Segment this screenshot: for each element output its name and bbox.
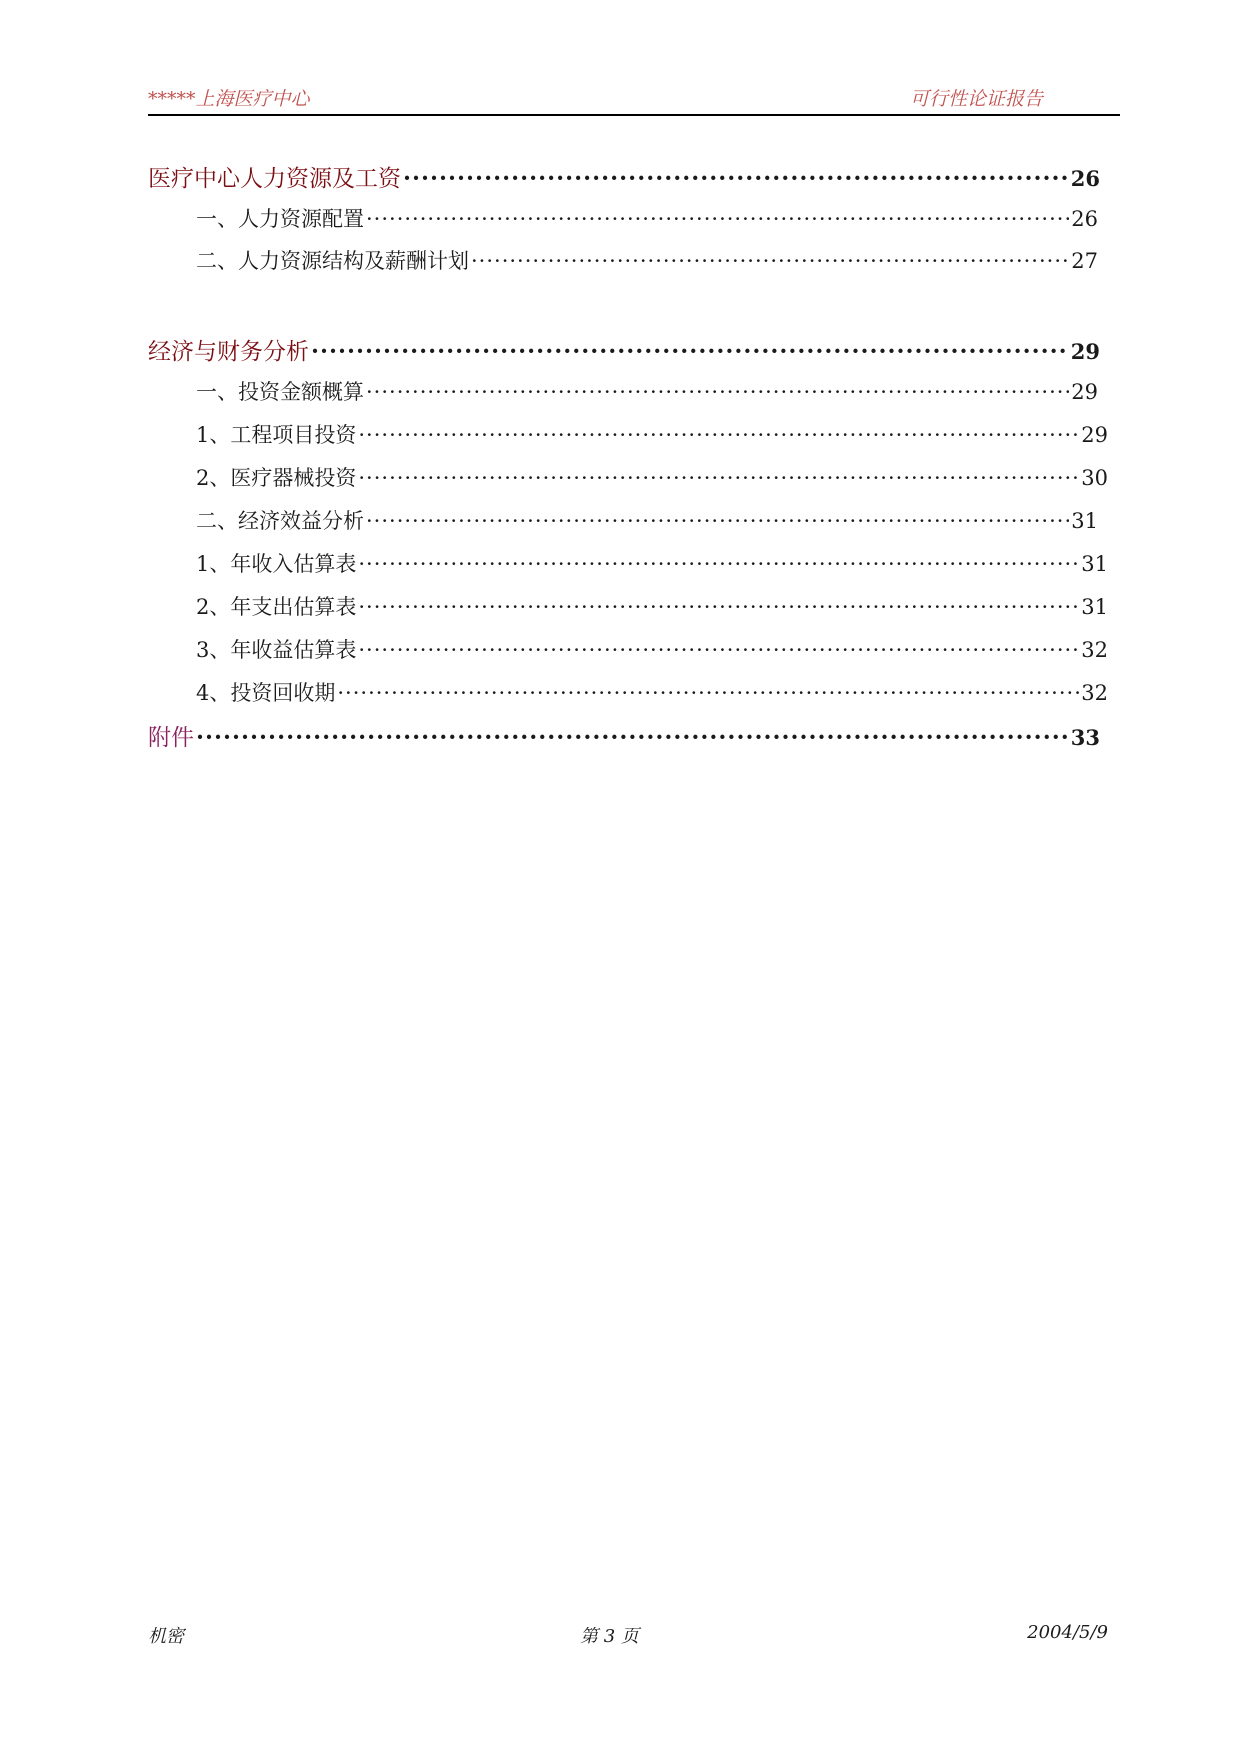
dot-leader xyxy=(196,724,1069,751)
toc-entry-page: 30 xyxy=(1081,466,1108,490)
toc-entry-title: 1、工程项目投资 xyxy=(196,423,357,447)
toc-entry-page: 29 xyxy=(1081,423,1108,447)
toc-entry-title: 附件 xyxy=(148,725,194,751)
dot-leader xyxy=(403,165,1069,192)
toc-entry[interactable] xyxy=(196,376,1098,406)
toc-entry[interactable] xyxy=(196,634,1108,664)
dot-leader xyxy=(358,595,1079,619)
page-footer xyxy=(148,1622,1108,1648)
toc-entry-section[interactable] xyxy=(148,719,1100,752)
toc-entry[interactable] xyxy=(196,505,1098,535)
dot-leader xyxy=(358,466,1079,490)
dot-leader xyxy=(358,423,1079,447)
header-report-title: 可行性论证报告 xyxy=(910,88,1044,110)
toc-entry-page: 29 xyxy=(1070,339,1100,364)
dot-leader xyxy=(471,249,1069,273)
toc-entry-page: 32 xyxy=(1081,681,1108,705)
toc-entry-title: 经济与财务分析 xyxy=(148,339,309,365)
toc-entry-title: 2、医疗器械投资 xyxy=(196,466,357,490)
toc-entry-page: 27 xyxy=(1071,249,1098,273)
dot-leader xyxy=(337,681,1079,705)
footer-date: 2004/5/9 xyxy=(1027,1622,1108,1643)
footer-page-number: 第 3 页 xyxy=(580,1626,639,1647)
header-organization: *****上海医疗中心 xyxy=(148,88,310,110)
toc-entry-title: 二、人力资源结构及薪酬计划 xyxy=(196,249,469,273)
toc-entry-page: 33 xyxy=(1070,725,1100,750)
toc-entry-title: 1、年收入估算表 xyxy=(196,552,357,576)
toc-entry-page: 32 xyxy=(1081,638,1108,662)
toc-entry-page: 29 xyxy=(1071,380,1098,404)
dot-leader xyxy=(366,380,1069,404)
toc-entry-title: 一、人力资源配置 xyxy=(196,207,364,231)
toc-entry-title: 4、投资回收期 xyxy=(196,681,336,705)
toc-entry-title: 医疗中心人力资源及工资 xyxy=(148,166,401,192)
footer-confidential: 机密 xyxy=(148,1626,184,1647)
toc-entry[interactable] xyxy=(196,591,1108,621)
toc-entry[interactable] xyxy=(196,419,1108,449)
toc-entry[interactable] xyxy=(196,245,1098,275)
dot-leader xyxy=(358,552,1079,576)
toc-entry-section[interactable] xyxy=(148,160,1100,193)
dot-leader xyxy=(358,638,1079,662)
toc-entry[interactable] xyxy=(196,203,1098,233)
page-header xyxy=(148,88,1120,116)
toc-entry[interactable] xyxy=(196,462,1108,492)
toc-entry[interactable] xyxy=(196,548,1108,578)
toc-entry-title: 2、年支出估算表 xyxy=(196,595,357,619)
dot-leader xyxy=(366,509,1069,533)
toc-entry-page: 31 xyxy=(1071,509,1098,533)
toc-entry[interactable] xyxy=(196,677,1108,707)
dot-leader xyxy=(366,207,1069,231)
dot-leader xyxy=(311,338,1069,365)
toc-entry-page: 26 xyxy=(1070,166,1100,191)
toc-entry-section[interactable] xyxy=(148,333,1100,366)
toc-entry-title: 3、年收益估算表 xyxy=(196,638,357,662)
toc-entry-title: 二、经济效益分析 xyxy=(196,509,364,533)
toc-entry-title: 一、投资金额概算 xyxy=(196,380,364,404)
toc-entry-page: 31 xyxy=(1081,595,1108,619)
toc-entry-page: 26 xyxy=(1071,207,1098,231)
toc-entry-page: 31 xyxy=(1081,552,1108,576)
